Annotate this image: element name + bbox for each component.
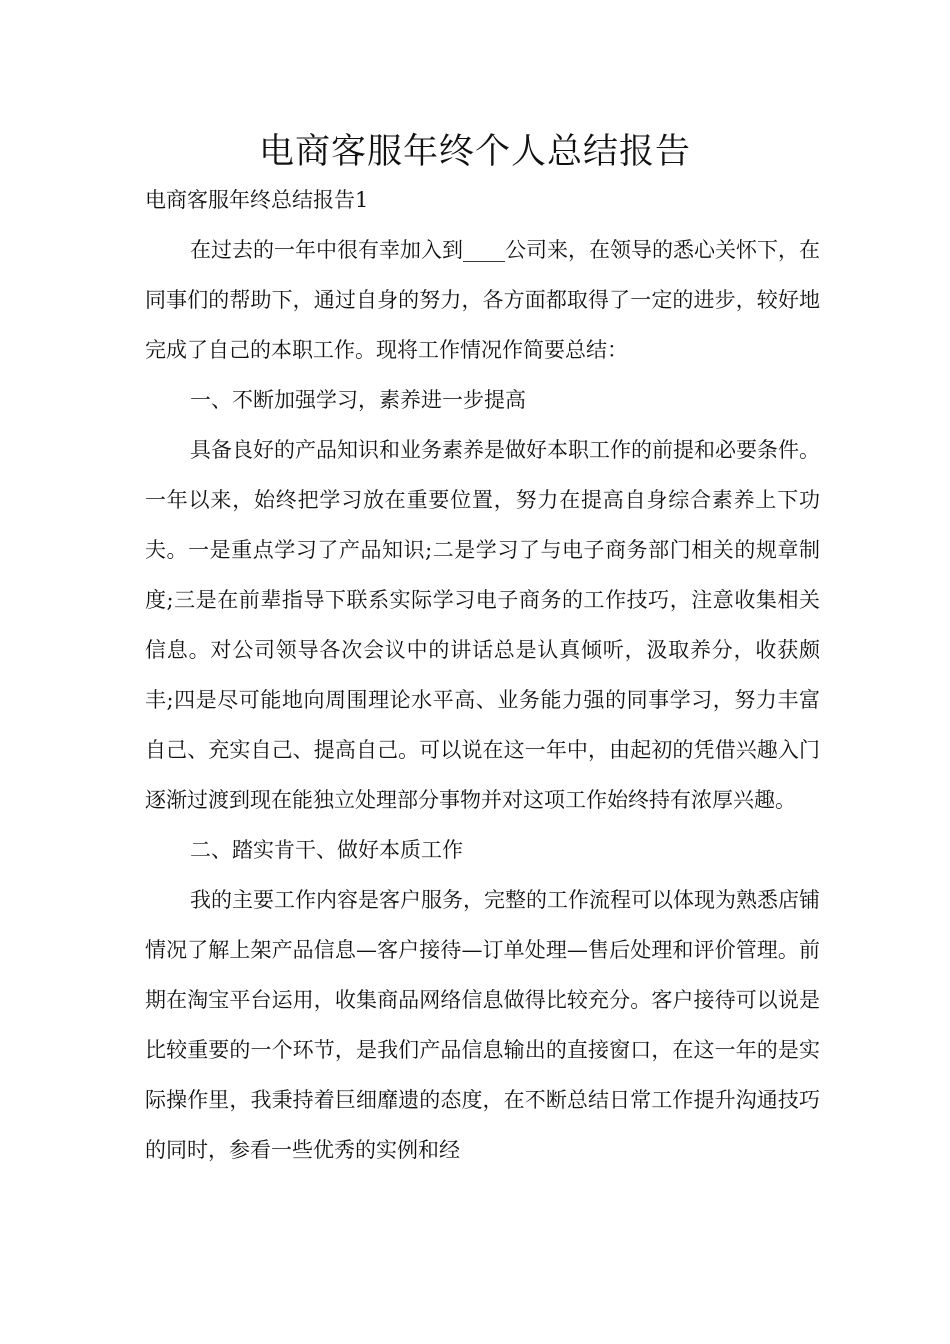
intro-paragraph: 在过去的一年中很有幸加入到____公司来，在领导的悉心关怀下，在同事们的帮助下，通过自身的努力，各方面都取得了一定的进步，较好地完成了自己的本职工作。现将工作情况作简要总结： — [145, 238, 820, 362]
section-2-heading: 二、踏实肯干、做好本质工作 — [190, 838, 463, 862]
section-1-paragraph: 具备良好的产品知识和业务素养是做好本职工作的前提和必要条件。一年以来，始终把学习放在重要位置，努力在提高自身综合素养上下功夫。一是重点学习了产品知识;二是学习了与电子商务部门相关的规章制度;三是在前辈指导下联系实际学习电子商务的工作技巧，注意收集相关信息。对公司领导各次会议中的讲话总是认真倾听，汲取养分，收获颇丰;四是尽可能地向周围理论水平高、业务能力强的同事学习，努力丰富自己、充实自己、提高自己。可以说在这一年中，由起初的凭借兴趣入门逐渐过渡到现在能独立处理部分事物并对这项工作始终持有浓厚兴趣。 — [145, 438, 820, 812]
section-1-heading: 一、不断加强学习，素养进一步提高 — [190, 388, 526, 412]
document-title: 电商客服年终个人总结报告 — [258, 132, 691, 172]
document-body — [145, 175, 820, 1175]
document-subtitle: 电商客服年终总结报告1 — [145, 188, 369, 212]
section-2-paragraph: 我的主要工作内容是客户服务，完整的工作流程可以体现为熟悉店铺情况了解上架产品信息—客户接待—订单处理—售后处理和评价管理。前期在淘宝平台运用，收集商品网络信息做得比较充分。客户接待可以说是比较重要的一个环节，是我们产品信息输出的直接窗口，在这一年的是实际操作里，我秉持着巨细靡遗的态度，在不断总结日常工作提升沟通技巧的同时，参看一些优秀的实例和经 — [145, 888, 820, 1162]
